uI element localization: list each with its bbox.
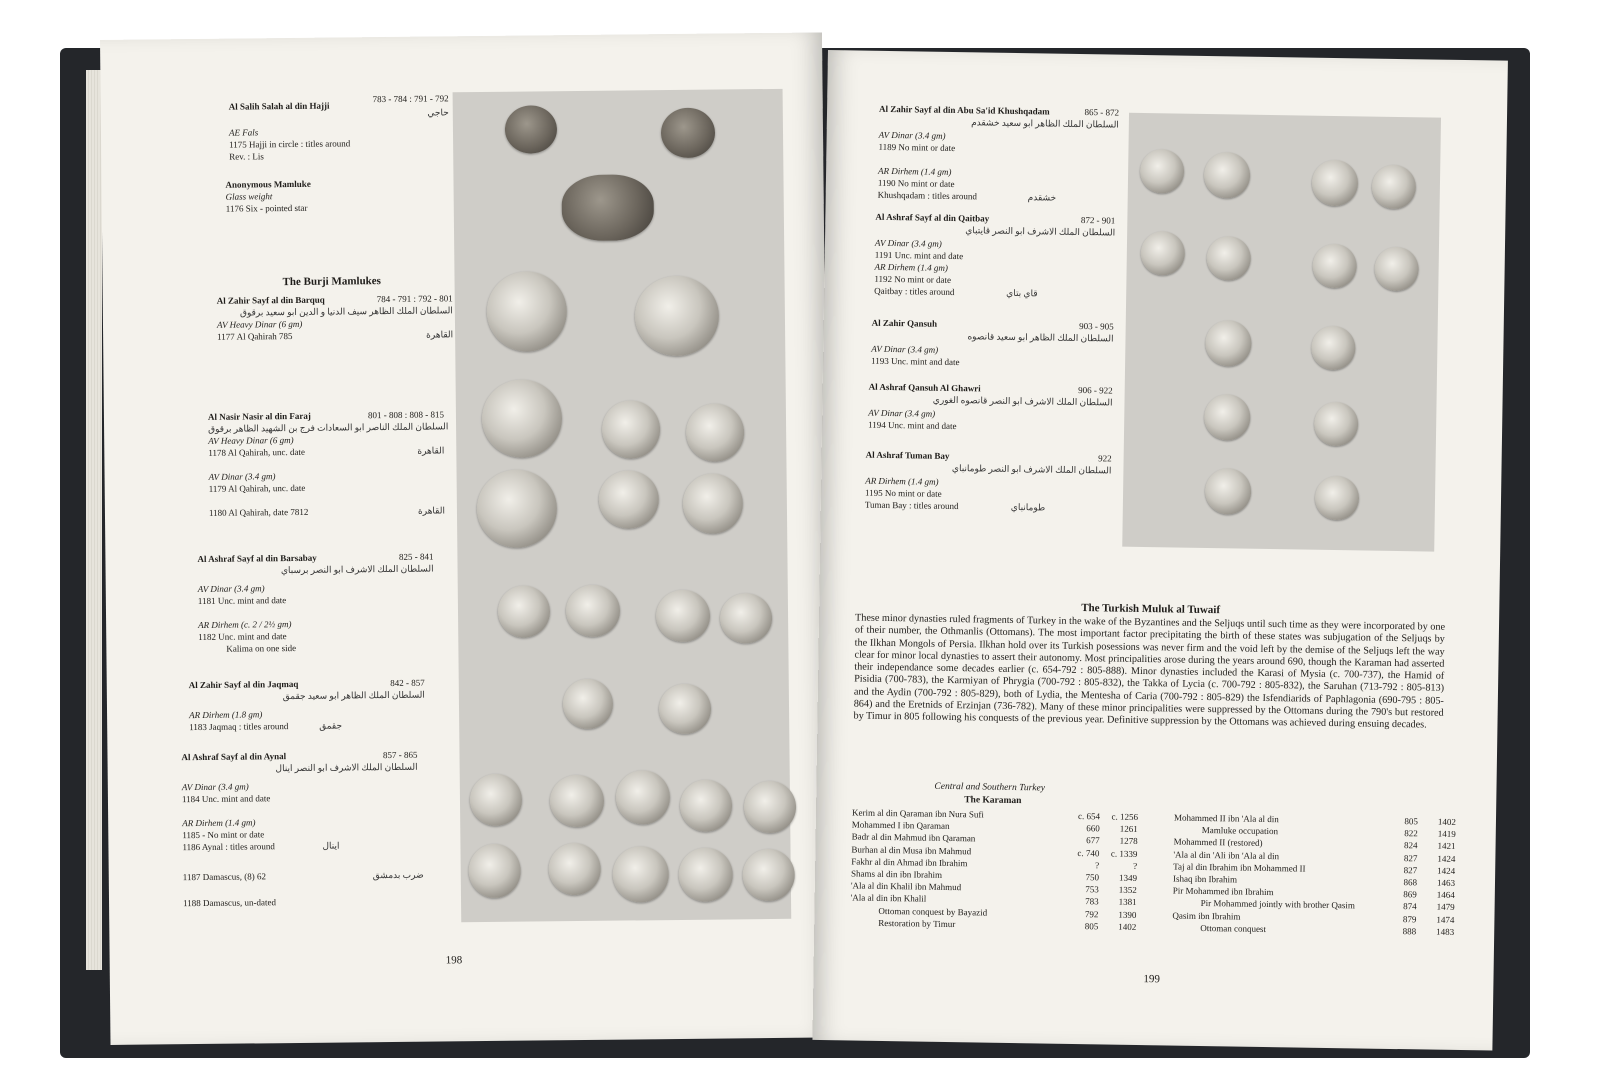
ruler-name-cell: Pir Mohammed ibn Ibrahim [1172,885,1274,898]
ruler-dates: 784 - 791 : 792 - 801 [376,293,453,305]
coin-line: 1182 Unc. mint and date [198,631,287,643]
coin-line: 1192 No mint or date [874,273,952,285]
ruler-dates: 842 - 857 [390,677,425,688]
coin-line: 1184 Unc. mint and date [181,793,271,805]
arabic-legend: السلطان الملك الناصر ابو السعادات فرج بن الشهيد الظاهر برقوق [208,421,449,434]
coin-image [602,400,661,459]
arabic-tumanbay: طومانباي [1010,501,1046,513]
coin-line: 1190 No mint or date [877,177,955,190]
entry-qansuh [871,317,1114,371]
ruler-name-cell: Ottoman conquest by Bayazid [878,905,988,918]
hijri-date-cell: 827 [1403,864,1418,876]
coin-line: AV Heavy Dinar (6 gm) [216,318,303,330]
ruler-name-cell: 'Ala al din ibn Khalil [850,892,927,905]
coin-line-row [209,504,445,518]
ruler-name-cell: Fakhr al din Ahmad ibn Ibrahim [851,856,968,869]
ruler-name: Al Zahir Sayf al din Barquq [216,294,325,306]
arabic-legend: السلطان الملك الاشرف ابو النصر قايتباي [965,225,1116,238]
arabic-legend: السلطان الملك الظاهر سيف الدنيا و الدين ابو سعيد برقوق [239,305,453,318]
ruler-dates: 872 - 901 [1080,214,1116,226]
entry-barquq [217,292,453,342]
coin-line: AV Dinar (3.4 gm) [868,407,936,419]
coin-image [661,108,716,159]
hijri-date-cell: 805 [1084,920,1099,932]
ruler-name: Al Ashraf Sayf al din Qaitbay [875,211,990,224]
coin-line: 1189 No mint or date [878,141,956,154]
arabic-dimashq: ضرب بدمشق [372,869,424,881]
coin-image [599,470,660,529]
table-caption: Central and Southern Turkey [934,781,1046,794]
ad-date-cell: c. 1339 [1110,848,1138,859]
page-number: 198 [445,954,463,967]
coin-image [635,276,720,357]
coin-line-row [182,869,424,883]
arabic-legend: حاجي [427,107,449,118]
coin-line: Kalima on one side [226,642,297,654]
entry-aynal [181,749,424,909]
coin-line: 1185 - No mint or date [182,829,265,841]
coin-image [686,403,745,462]
ad-date-cell: 1421 [1437,841,1456,852]
entry-qaitbay [874,211,1115,301]
coin-image [1372,165,1417,210]
ruler-name-cell: Shams al din ibn Ibrahim [850,868,943,880]
coin-line: 1191 Unc. mint and date [874,249,964,262]
ruler-name: Al Ashraf Sayf al din Aynal [181,751,287,763]
coin-line: Glass weight [225,191,273,202]
coin-image [550,775,605,828]
coin-image [678,847,733,902]
coin-line: AV Dinar (3.4 gm) [878,129,946,141]
coin-image [1374,247,1419,292]
coin-line: 1183 Jaqmaq : titles around [189,721,289,733]
coin-image [743,849,796,902]
hijri-date-cell: 660 [1086,823,1100,834]
coin-image [505,105,557,154]
ad-date-cell: 1474 [1436,914,1455,925]
ruler-name-cell: Restoration by Timur [878,917,956,929]
arabic-legend: السلطان الملك الظاهر ابو سعيد جقمق [282,689,425,702]
ruler-dates: 865 - 872 [1084,107,1120,118]
coin-line: 1178 Al Qahirah, unc. date [208,446,306,458]
ruler-name: Al Zahir Sayf al din Abu Sa'id Khushqadam [879,103,1050,117]
arabic-khushqadam: خشقدم [1027,192,1057,203]
ad-date-cell: 1463 [1436,877,1456,888]
right-page [812,50,1507,1051]
ruler-dates: 857 - 865 [382,749,418,761]
ad-date-cell: 1381 [1118,897,1137,908]
ruler-name-cell: Kerim al din Qaraman ibn Nura Sufi [851,807,985,820]
coin-line-row [217,328,453,342]
ad-date-cell: 1349 [1118,872,1138,883]
entry-anonymous [225,178,311,215]
coin-line: 1186 Aynal : titles around [182,841,275,853]
coin-image [1312,244,1357,289]
ruler-name-cell: Pir Mohammed jointly with brother Qasim [1200,898,1355,911]
ruler-name: Al Ashraf Qansuh Al Ghawri [868,381,981,394]
coin-image [1141,231,1186,276]
coin-line-row [189,719,425,733]
ruler-name: Al Ashraf Sayf al din Barsabay [197,552,317,565]
coin-image [1205,320,1252,367]
hijri-date-cell: 888 [1402,925,1417,937]
hijri-date-cell: 827 [1403,852,1418,863]
ruler-dates: 906 - 922 [1078,384,1113,396]
hijri-date-cell: 750 [1085,872,1100,883]
coin-line-row [208,444,444,458]
ad-date-cell: 1402 [1437,816,1457,827]
ad-date-cell: ? [1133,860,1138,871]
ad-date-cell: c. 1256 [1111,811,1139,822]
coin-image [1206,236,1251,281]
hijri-date-cell: 874 [1403,901,1417,912]
hijri-date-cell: 805 [1404,816,1419,827]
coin-line: AR Dirhem (1.4 gm) [878,165,952,177]
coin-image [1312,160,1359,207]
ruler-name-cell: Mohammed I ibn Qaraman [851,819,950,832]
ad-date-cell: 1261 [1119,823,1138,835]
ruler-dates: 783 - 784 : 791 - 792 [372,93,449,105]
coin-line-row [878,189,1118,205]
ruler-dates: 825 - 841 [398,551,434,562]
ruler-name: Al Ashraf Tuman Bay [865,449,950,461]
coin-image [659,684,712,735]
hijri-date-cell: 824 [1403,840,1418,851]
hijri-date-cell: ? [1095,860,1100,871]
arabic-mint: القاهرة [426,329,454,340]
coin-image [566,585,621,638]
coin-image [1204,394,1251,441]
coin-line: Rev. : Lis [229,151,264,162]
ad-date-cell: 1390 [1118,909,1137,920]
coin-image [720,593,773,644]
arabic-legend: السلطان الملك الاشرف ابو النصر طومانباي [951,462,1112,476]
ruler-table-left [850,806,1138,933]
hijri-date-cell: 792 [1084,908,1099,919]
ruler-name-cell: Taj al din Ibrahim ibn Mohammed II [1173,861,1306,874]
ruler-dates: 903 - 905 [1079,320,1114,332]
coin-line: AR Dirhem (1.4 gm) [182,817,256,829]
ruler-name-cell: Mohammed II ibn 'Ala al din [1173,812,1279,825]
arabic-mint: القاهرة [417,445,445,456]
coin-line: AE Fals [228,127,259,138]
entry-khushqadam [878,103,1120,205]
coin-line: AV Heavy Dinar (6 gm) [208,434,294,446]
ruler-name-cell: Qasim ibn Ibrahim [1172,910,1241,922]
hijri-date-cell: 677 [1086,835,1100,846]
ad-date-cell: 1483 [1436,926,1455,937]
coin-image [470,774,523,827]
coin-line-row [874,285,1114,301]
ruler-name-cell: Burhan al din Musa ibn Mahmud [851,844,972,856]
arabic-qaitbay: قاي بتاي [1006,287,1038,299]
coin-line: AV Dinar (3.4 gm) [871,343,939,355]
coin-image [1140,149,1185,194]
coin-image [656,590,711,643]
coin-line: AR Dirhem (1.4 gm) [874,261,948,273]
coin-image [468,844,521,899]
coin-line: 1188 Damascus, un-dated [182,897,276,909]
coin-line: AV Dinar (3.4 gm) [181,781,249,793]
coin-image [482,379,563,458]
coin-image [1205,468,1252,515]
coin-image [477,469,558,548]
arabic-legend: السلطان الملك الاشرف ابو النصر قانصوه الغوري [932,394,1113,408]
hijri-date-cell: 822 [1404,828,1418,839]
coin-image [616,770,671,825]
coin-line: 1177 Al Qahirah 785 [217,331,293,342]
coin-line: 1179 Al Qahirah, unc. date [208,482,306,494]
coin-image [486,271,567,352]
coin-image [1204,152,1251,199]
coin-line: 1180 Al Qahirah, date 7812 [208,506,309,518]
entry-tumanbay [865,449,1112,515]
table-title: The Karaman [964,795,1022,807]
hijri-date-cell: 879 [1402,913,1417,924]
coin-line: 1195 No mint or date [864,487,942,499]
ruler-name-cell: Ottoman conquest [1200,922,1267,934]
arabic-legend: السلطان الملك الظاهر ابو سعيد خشقدم [971,117,1119,130]
ruler-name: Anonymous Mamluke [225,178,311,190]
ruler-table-right [1172,812,1456,938]
left-page [100,32,832,1045]
coin-line: Khushqadam : titles around [877,189,978,202]
coin-line: 1175 Hajji in circle : titles around [229,138,351,150]
coin-image [744,781,797,834]
coin-line: AV Dinar (3.4 gm) [208,471,276,482]
hijri-date-cell: 868 [1403,877,1418,888]
coin-line: 1193 Unc. mint and date [871,355,960,368]
coin-line: 1187 Damascus, (8) 62 [182,871,266,883]
ruler-dates: 922 [1098,453,1112,464]
coin-image [1311,326,1356,371]
ruler-name: Al Zahir Sayf al din Jaqmaq [188,678,299,691]
ad-date-cell: 1352 [1118,884,1137,896]
intro-paragraph: These minor dynasties ruled fragments of Turkey in the wake of the Byzantines and the Seljuqs until such time as they were incorporated by one of their number, the Othmanlis (Ottomans). The most important factor precipitating the birth of these states was subjugation of the Seljuqs by the Ilkhan Mongols of Persia. Ilkhan hold over its Turkish posessions was never firm and the void left by the demise of the Seljuqs left the way clear for minor local dynasties to assert their autonomy. Most principalities arose during the years around 690, though the Karaman had asserted their independance some decades earlier (c. 654-792 : 805-888). Minor dynasties included the Karasi of Mysia (c. 700-737), the Hamid of Pisidia (700-783), the Karmiyan of Phrygia (700-792 : 805-832), the Takka of Lycia (c. 700-792 : 805-832), the Saruhan (713-792 : 805-813) and the Aydin (700-792 : 805-829), both of Lydia, the Mentesha of Caria (700-792 : 805-829) the Isfendiarids of Paphlagonia (690-795 : 805-864) and the Eretnids of Erzinjan (736-782). Many of these minor principalities were suppressed by the Ottomans during the 790's but restored by Timur in 805 following his conquests of the previous year. Definitive suppression by the Ottomans was achieved during ensuing decades. [853,612,1446,731]
coin-line: AV Dinar (3.4 gm) [197,583,265,595]
coin-image [683,473,744,534]
page-number: 199 [1143,973,1161,986]
ruler-name-cell: Mohammed II (restored) [1173,836,1263,849]
coin-image [498,585,551,638]
coin-line: 1194 Unc. mint and date [868,419,957,432]
hijri-date-cell: 783 [1085,896,1099,907]
arabic-legend: السلطان الملك الاشرف ابو النصر برسباي [280,563,434,576]
coin-plate-left [453,89,792,922]
ad-date-cell: 1464 [1436,889,1455,901]
coin-image [1315,476,1360,521]
ad-date-cell: 1419 [1437,828,1456,840]
page-edges [86,70,102,970]
ad-date-cell: 1402 [1118,921,1137,932]
entry-ghawri [868,381,1113,435]
coin-line-row [182,839,418,853]
coin-line-row [865,499,1111,515]
hijri-date-cell: c. 654 [1077,811,1101,822]
coin-image [563,679,614,730]
coin-image [1314,402,1359,447]
ruler-name: Al Nasir Nasir al din Faraj [207,410,311,422]
arabic-legend: السلطان الملك الظاهر ابو سعيد قانصوه [967,331,1114,344]
section-heading: The Burji Mamlukes [282,275,382,289]
arabic-mint: القاهرة [417,505,445,516]
entry-faraj [207,408,449,518]
ruler-name-cell: Badr al din Mahmud ibn Qaraman [851,831,976,844]
hijri-date-cell: 753 [1085,884,1099,895]
ruler-name-cell: Mamluke occupation [1201,825,1279,837]
coin-line: Tuman Bay : titles around [864,499,959,512]
coin-line: 1181 Unc. mint and date [197,595,287,607]
ad-date-cell: 1479 [1436,902,1455,913]
coin-image [612,846,669,903]
coin-line: 1176 Six - pointed star [225,202,308,214]
hijri-date-cell: 869 [1403,889,1417,900]
coin-image [548,843,601,896]
coin-image [680,779,733,832]
entry-jaqmaq [189,677,426,733]
ruler-name: Al Zahir Qansuh [871,317,938,329]
arabic-aynal: اينال [322,840,340,851]
ruler-name-cell: 'Ala al din 'Ali ibn 'Ala al din [1173,849,1280,861]
coin-line: AV Dinar (3.4 gm) [874,237,942,249]
ad-date-cell: 1424 [1437,865,1456,876]
section-heading: The Turkish Muluk al Tuwaif [1081,602,1221,617]
arabic-legend: السلطان الملك الاشرف ابو النصر اينال [275,761,418,774]
arabic-jaqmaq: جقمق [319,720,343,731]
hijri-date-cell: c. 740 [1077,847,1100,858]
coin-line: AR Dirhem (1.4 gm) [865,475,939,487]
coin-image [561,174,654,241]
ruler-name: Al Salih Salah al din Hajji [228,100,330,112]
entry-hajji [228,93,450,162]
coin-line: Qaitbay : titles around [874,285,955,298]
coin-plate-right [1122,113,1441,552]
coin-line: AR Dirhem (1.8 gm) [189,709,263,721]
coin-line: AR Dirhem (c. 2 / 2½ gm) [198,619,292,631]
ruler-name-cell: 'Ala al din Khalil ibn Mahmud [850,880,962,893]
ruler-name-cell: Ishaq ibn Ibrahim [1172,873,1238,885]
ruler-dates: 801 - 808 : 808 - 815 [367,409,444,421]
ad-date-cell: 1278 [1119,836,1138,847]
entry-barsabay [197,551,434,655]
ad-date-cell: 1424 [1437,853,1456,864]
